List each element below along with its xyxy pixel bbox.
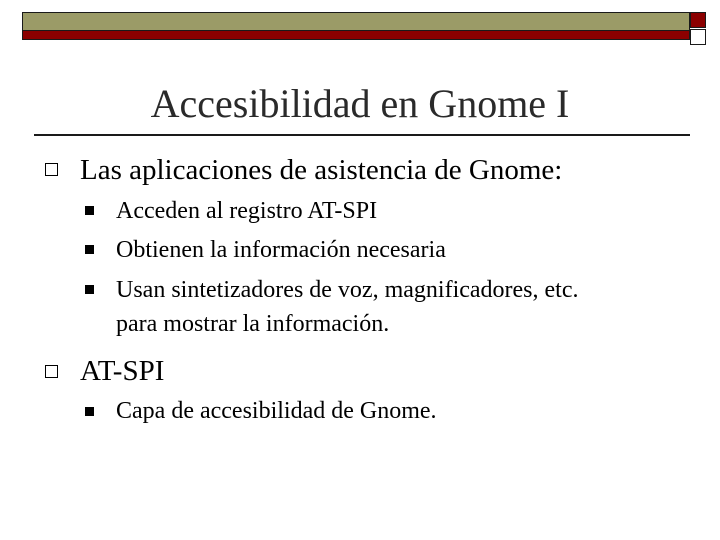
- filled-square-bullet-icon: [85, 285, 94, 294]
- filled-square-bullet-icon: [85, 206, 94, 215]
- bullet-level2: Usan sintetizadores de voz, magnificadores, etc.: [116, 277, 579, 303]
- bullet-level1: AT-SPI: [80, 355, 165, 387]
- hollow-square-bullet-icon: [45, 365, 58, 378]
- filled-square-bullet-icon: [85, 245, 94, 254]
- slide-title: Accesibilidad en Gnome I: [150, 81, 570, 126]
- hollow-square-bullet-icon: [45, 163, 58, 176]
- bullet-level2: Acceden al registro AT-SPI: [116, 198, 378, 224]
- bullet-level2: Obtienen la información necesaria: [116, 237, 446, 263]
- bullet-level2-continuation: para mostrar la información.: [116, 311, 390, 337]
- bullet-level2: Capa de accesibilidad de Gnome.: [116, 398, 437, 424]
- bullet-level1: Las aplicaciones de asistencia de Gnome:: [80, 154, 563, 186]
- filled-square-bullet-icon: [85, 407, 94, 416]
